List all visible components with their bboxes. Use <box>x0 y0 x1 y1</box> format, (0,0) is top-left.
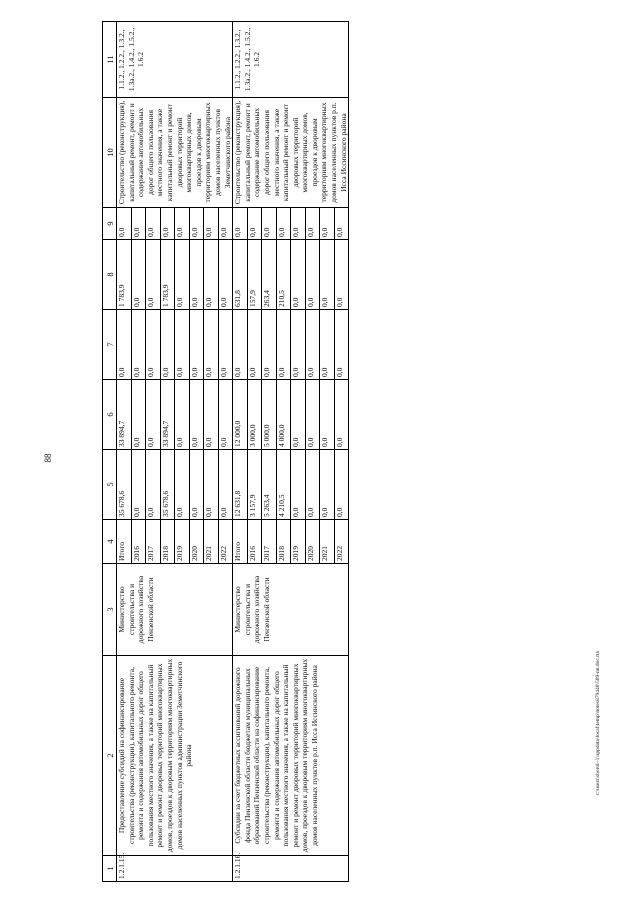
item-indicators: 1.1.2., 1.2.2., 1.3.2., 1.3а.2., 1.4.2., 1.5.2., 1.6.2 <box>117 22 233 98</box>
value-col-7: 0,0 <box>160 310 175 380</box>
item-description: Предоставление субсидий на софинансирование строительства (реконструкции), капитального ремонта, ремонта и содержания автомобильных дорог общего пользования местного значения, а также на капитальный ремонт и ремонт дворовых территорий многоквартирных домов, проездов к дворовым территориям многоквартирных домов населенных пунктов администрации Земетчинского района <box>117 656 233 856</box>
year-cell: 2016 <box>247 520 262 564</box>
value-col-7: 0,0 <box>175 310 190 380</box>
value-total: 35 678,6 <box>117 450 132 520</box>
value-col-6: 0,0 <box>189 380 204 450</box>
year-cell: 2021 <box>320 520 335 564</box>
year-cell: 2019 <box>175 520 190 564</box>
value-total: 4 210,5 <box>276 450 291 520</box>
value-col-8: 1 783,9 <box>160 240 175 310</box>
value-col-8: 0,0 <box>305 240 320 310</box>
value-total: 5 263,4 <box>262 450 277 520</box>
value-col-7: 0,0 <box>320 310 335 380</box>
year-cell: 2018 <box>160 520 175 564</box>
value-col-6: 0,0 <box>175 380 190 450</box>
year-cell: 2019 <box>291 520 306 564</box>
value-col-9: 0,0 <box>276 208 291 240</box>
value-total: 0,0 <box>146 450 161 520</box>
year-cell: 2017 <box>262 520 277 564</box>
value-col-8: 1 783,9 <box>117 240 132 310</box>
value-col-6: 3 000,0 <box>247 380 262 450</box>
value-col-6: 33 894,7 <box>117 380 132 450</box>
item-executor: Министерство строительства и дорожного хозяйства Пензенской области <box>233 564 349 656</box>
value-total: 0,0 <box>305 450 320 520</box>
value-col-9: 0,0 <box>233 208 248 240</box>
value-col-6: 0,0 <box>146 380 161 450</box>
col-num-10: 10 <box>103 98 117 208</box>
value-col-7: 0,0 <box>131 310 146 380</box>
item-code: 1.2.1.15. <box>117 856 233 882</box>
value-col-9: 0,0 <box>305 208 320 240</box>
value-total: 0,0 <box>189 450 204 520</box>
rotated-table-container <box>102 22 604 882</box>
value-col-6: 5 000,0 <box>262 380 277 450</box>
year-cell: 2020 <box>189 520 204 564</box>
item-executor: Министерство строительства и дорожного хозяйства Пензенской области <box>117 564 233 656</box>
year-cell: 2020 <box>305 520 320 564</box>
value-total: 35 678,6 <box>160 450 175 520</box>
year-cell: Итого <box>117 520 132 564</box>
table-body <box>117 22 349 882</box>
value-col-9: 0,0 <box>247 208 262 240</box>
item-expected-result: Строительство (реконструкция), капитальный ремонт, ремонт и содержание автомобильных дорог общего пользования местного значения, а также капитальный ремонт и ремонт дворовых территорий многоквартирных домов, проездов к дворовым территориям многоквартирных домов населенных пунктов Земетчинского района <box>117 98 233 208</box>
value-col-6: 0,0 <box>334 380 349 450</box>
value-col-9: 0,0 <box>175 208 190 240</box>
value-col-8: 0,0 <box>175 240 190 310</box>
year-cell: 2017 <box>146 520 161 564</box>
value-col-8: 157,9 <box>247 240 262 310</box>
value-col-7: 0,0 <box>218 310 233 380</box>
col-num-1: 1 <box>103 856 117 882</box>
item-description: Субсидии за счет бюджетных ассигнований дорожного фонда Пензенской области бюджетам муниципальных образований Пензенской области на софинансирование строительства (реконструкции), капитального ремонта, ремонта и содержания автомобильных дорог общего пользования местного значения, а также на капитальный ремонт и ремонт дворовых территорий многоквартирных домов, проездов к дворовым территориям многоквартирных домов населенных пунктов р.п. Исса Иссинского района <box>233 656 349 856</box>
value-col-7: 0,0 <box>247 310 262 380</box>
document-file-path: c:\users\sborol~1\appdata\local\temp\notes879440\509-nn.doc.rtx <box>595 650 601 796</box>
value-col-8: 0,0 <box>291 240 306 310</box>
item-expected-result: Строительство (реконструкция), капитальный ремонт, ремонт и содержание автомобильных дорог общего пользования местного значения, а также капитальный ремонт и ремонт дворовых территорий многоквартирных домов, проездов к дворовым территориям многоквартирных домов населенных пунктов р.п. Исса Иссинского района <box>233 98 349 208</box>
value-col-9: 0,0 <box>131 208 146 240</box>
page-number: 88 <box>43 453 53 463</box>
value-col-7: 0,0 <box>262 310 277 380</box>
value-col-6: 4 000,0 <box>276 380 291 450</box>
value-col-6: 0,0 <box>320 380 335 450</box>
value-col-7: 0,0 <box>233 310 248 380</box>
value-col-9: 0,0 <box>204 208 219 240</box>
value-col-7: 0,0 <box>117 310 132 380</box>
value-col-8: 210,5 <box>276 240 291 310</box>
col-num-8: 8 <box>103 240 117 310</box>
year-cell: Итого <box>233 520 248 564</box>
value-col-8: 263,4 <box>262 240 277 310</box>
table-row <box>233 22 248 882</box>
value-col-6: 0,0 <box>305 380 320 450</box>
value-col-7: 0,0 <box>334 310 349 380</box>
col-num-9: 9 <box>103 208 117 240</box>
col-num-3: 3 <box>103 564 117 656</box>
year-cell: 2016 <box>131 520 146 564</box>
col-num-4: 4 <box>103 520 117 564</box>
col-num-6: 6 <box>103 380 117 450</box>
value-col-6: 0,0 <box>204 380 219 450</box>
value-total: 0,0 <box>218 450 233 520</box>
program-table <box>102 21 349 882</box>
value-col-6: 0,0 <box>218 380 233 450</box>
col-num-7: 7 <box>103 310 117 380</box>
item-code: 1.2.1.16. <box>233 856 349 882</box>
value-total: 12 631,8 <box>233 450 248 520</box>
value-col-9: 0,0 <box>320 208 335 240</box>
value-total: 0,0 <box>320 450 335 520</box>
value-col-7: 0,0 <box>204 310 219 380</box>
value-col-7: 0,0 <box>291 310 306 380</box>
value-col-9: 0,0 <box>117 208 132 240</box>
value-col-9: 0,0 <box>334 208 349 240</box>
value-col-8: 0,0 <box>218 240 233 310</box>
value-col-6: 12 000,0 <box>233 380 248 450</box>
value-col-8: 0,0 <box>334 240 349 310</box>
value-col-9: 0,0 <box>189 208 204 240</box>
value-col-9: 0,0 <box>262 208 277 240</box>
value-col-6: 0,0 <box>131 380 146 450</box>
item-indicators: 1.1.2., 1.2.2., 1.3.2., 1.3а.2., 1.4.2., 1.5.2., 1.6.2 <box>233 22 349 98</box>
value-col-8: 0,0 <box>189 240 204 310</box>
column-number-row <box>103 22 117 882</box>
col-num-5: 5 <box>103 450 117 520</box>
value-total: 0,0 <box>175 450 190 520</box>
value-col-6: 0,0 <box>291 380 306 450</box>
value-col-9: 0,0 <box>160 208 175 240</box>
value-col-6: 33 894,7 <box>160 380 175 450</box>
value-total: 0,0 <box>291 450 306 520</box>
col-num-11: 11 <box>103 22 117 98</box>
value-col-8: 0,0 <box>204 240 219 310</box>
value-total: 0,0 <box>131 450 146 520</box>
value-col-7: 0,0 <box>146 310 161 380</box>
table-row <box>117 22 132 882</box>
year-cell: 2022 <box>218 520 233 564</box>
year-cell: 2018 <box>276 520 291 564</box>
value-total: 0,0 <box>334 450 349 520</box>
value-col-7: 0,0 <box>276 310 291 380</box>
value-col-7: 0,0 <box>305 310 320 380</box>
value-col-8: 0,0 <box>131 240 146 310</box>
value-total: 0,0 <box>204 450 219 520</box>
value-col-9: 0,0 <box>218 208 233 240</box>
year-cell: 2021 <box>204 520 219 564</box>
value-col-7: 0,0 <box>189 310 204 380</box>
value-col-9: 0,0 <box>291 208 306 240</box>
value-col-9: 0,0 <box>146 208 161 240</box>
value-total: 3 157,9 <box>247 450 262 520</box>
col-num-2: 2 <box>103 656 117 856</box>
value-col-8: 0,0 <box>320 240 335 310</box>
year-cell: 2022 <box>334 520 349 564</box>
value-col-8: 0,0 <box>146 240 161 310</box>
value-col-8: 631,8 <box>233 240 248 310</box>
